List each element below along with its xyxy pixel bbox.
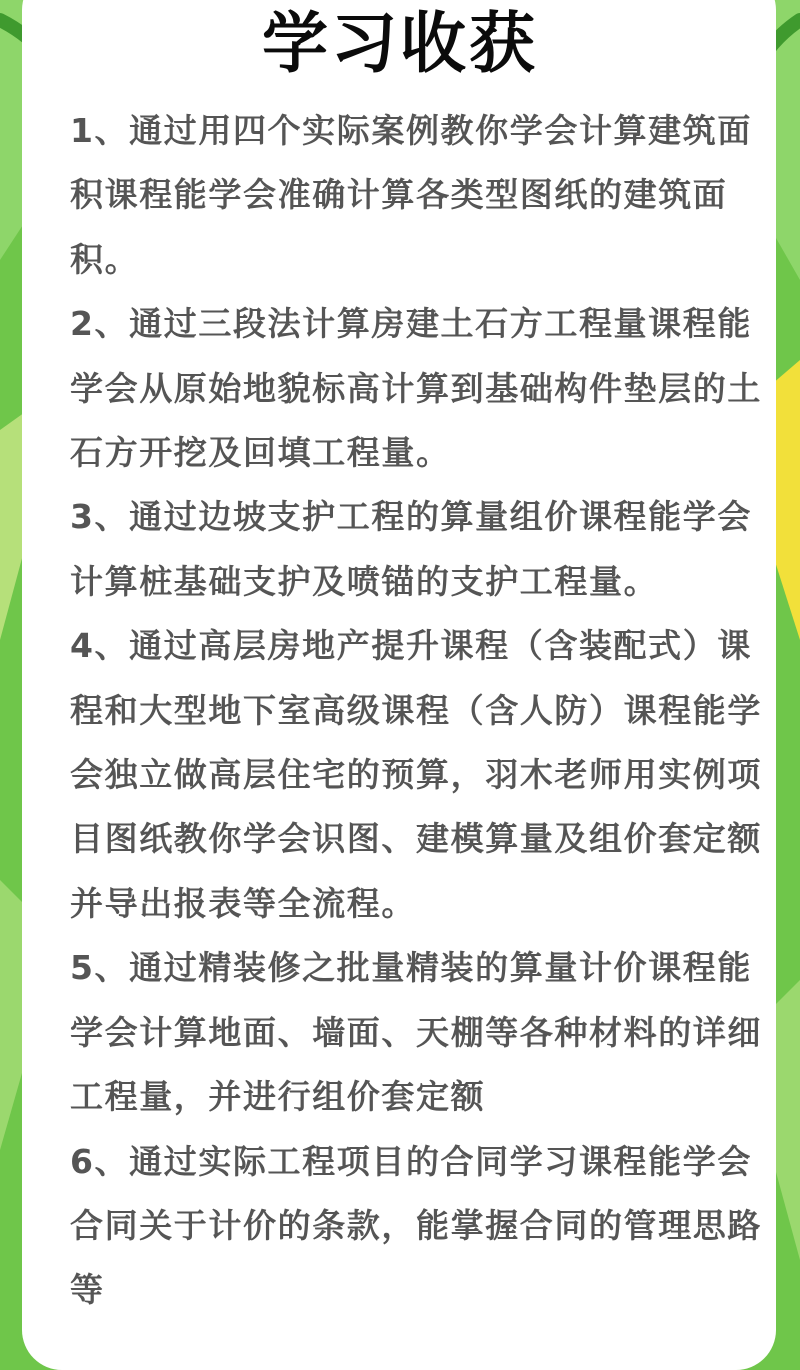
list-item: 5、通过精装修之批量精装的算量计价课程能学会计算地面、墙面、天棚等各种材料的详细工程量，并进行组价套定额 xyxy=(70,948,762,1117)
list-item: 1、通过用四个实际案例教你学会计算建筑面积课程能学会准确计算各类型图纸的建筑面积。 xyxy=(70,111,752,279)
learning-outcomes-list xyxy=(70,99,782,1323)
page-title: 学习收获 xyxy=(262,5,538,82)
list-item: 4、通过高层房地产提升课程（含装配式）课程和大型地下室高级课程（含人防）课程能学会独立做高层住宅的预算，羽木老师用实例项目图纸教你学会识图、建模算量及组价套定额并导出报表等全流程。 xyxy=(70,626,762,923)
content-card xyxy=(22,0,776,1370)
list-item: 6、通过实际工程项目的合同学习课程能学会合同关于计价的条款，能掌握合同的管理思路等 xyxy=(70,1141,762,1310)
list-item: 2、通过三段法计算房建土石方工程量课程能学会从原始地貌标高计算到基础构件垫层的土石方开挖及回填工程量。 xyxy=(70,304,762,473)
list-item: 3、通过边坡支护工程的算量组价课程能学会计算桩基础支护及喷锚的支护工程量。 xyxy=(70,497,752,601)
